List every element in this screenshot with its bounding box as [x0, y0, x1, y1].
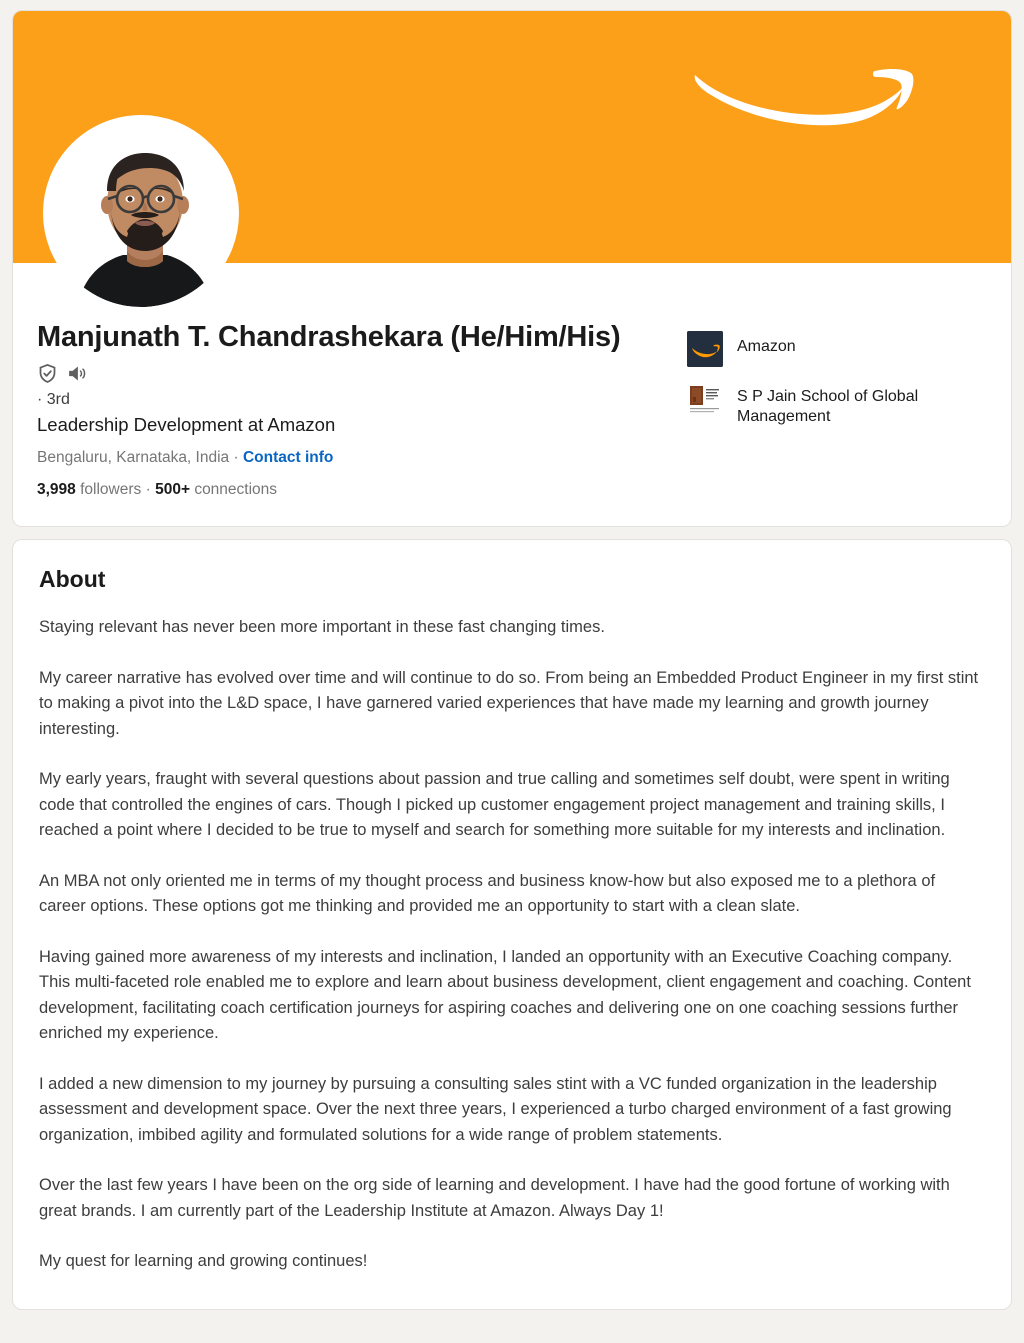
location-text: Bengaluru, Karnataka, India [37, 449, 230, 467]
affiliation-company[interactable] [687, 331, 987, 367]
about-paragraph: An MBA not only oriented me in terms of my thought process and business know-how but also exposed me to a plethora of career options. These options got me thinking and provided me an opportunity to start with a clean slate. [39, 871, 936, 916]
about-paragraph: I added a new dimension to my journey by pursuing a consulting sales stint with a VC funded organization in the leadership assessment and development space. Over the next three years, I experienced a turbo charged environment of a fast growing organization, imbibed agility and formulated solutions for a wide range of problem statements. [39, 1074, 952, 1144]
connections-count[interactable]: 500+ [155, 480, 190, 498]
about-paragraph: Having gained more awareness of my interests and inclination, I landed an opportunity with an Executive Coaching company. This multi-faceted role enabled me to explore and learn about business development, client engagement and coaching. Content development, facilitating coach certification journeys for aspiring coaches and delivering one on one coaching sessions further enriched my experience. [39, 947, 971, 1043]
location-separator: · [233, 449, 239, 467]
profile-photo-illustration [47, 119, 235, 307]
identity-left [37, 321, 677, 500]
profile-card [12, 10, 1012, 527]
location-row [37, 447, 677, 469]
about-card [12, 539, 1012, 1310]
about-paragraph: Staying relevant has never been more important in these fast changing times. [39, 618, 605, 637]
contact-info-link[interactable]: Contact info [242, 449, 334, 467]
page-title: Manjunath T. Chandrashekara (He/Him/His) [37, 321, 621, 353]
verified-shield-icon[interactable] [37, 363, 58, 384]
stats-separator: · [145, 480, 151, 498]
identity-section [13, 263, 1011, 526]
connections-label[interactable]: connections [194, 480, 278, 498]
connection-degree: · 3rd [37, 391, 70, 409]
avatar[interactable] [43, 115, 239, 311]
profile-headline: Leadership Development at Amazon [37, 414, 336, 436]
about-section [13, 540, 1011, 1309]
affiliation-school[interactable] [687, 381, 987, 427]
followers-count[interactable]: 3,998 [37, 480, 76, 498]
profile-badges [37, 362, 677, 384]
affiliations-list [687, 321, 987, 427]
about-paragraph: My early years, fraught with several questions about passion and true calling and sometimes self doubt, were spent in writing code that controlled the engines of cars. Though I picked up customer engagement project management and training skills, I reached a point where I decided to be true to myself and search for something more suitable for my interests and inclination. [39, 770, 950, 840]
about-body [39, 615, 985, 1275]
name-pronunciation-speaker-icon[interactable] [66, 363, 88, 384]
followers-label[interactable]: followers [80, 480, 142, 498]
about-paragraph: My quest for learning and growing continues! [39, 1252, 368, 1271]
about-heading: About [39, 566, 106, 593]
amazon-smile-logo [689, 57, 939, 135]
amazon-company-logo [687, 331, 723, 367]
affiliation-school-name: S P Jain School of Global Management [737, 388, 919, 425]
profile-photo [47, 119, 235, 307]
affiliation-company-name: Amazon [737, 338, 796, 355]
about-paragraph: My career narrative has evolved over time and will continue to do so. From being an Embedded Product Engineer in my first stint to making a pivot into the L&D space, I have garnered varied experiences that have made my learning and growth journey interesting. [39, 668, 979, 738]
about-paragraph: Over the last few years I have been on the org side of learning and development. I have had the good fortune of working with great brands. I am currently part of the Leadership Institute at Amazon. Always Day 1! [39, 1176, 950, 1220]
sp-jain-school-logo [687, 381, 723, 417]
profile-stats [37, 479, 677, 501]
